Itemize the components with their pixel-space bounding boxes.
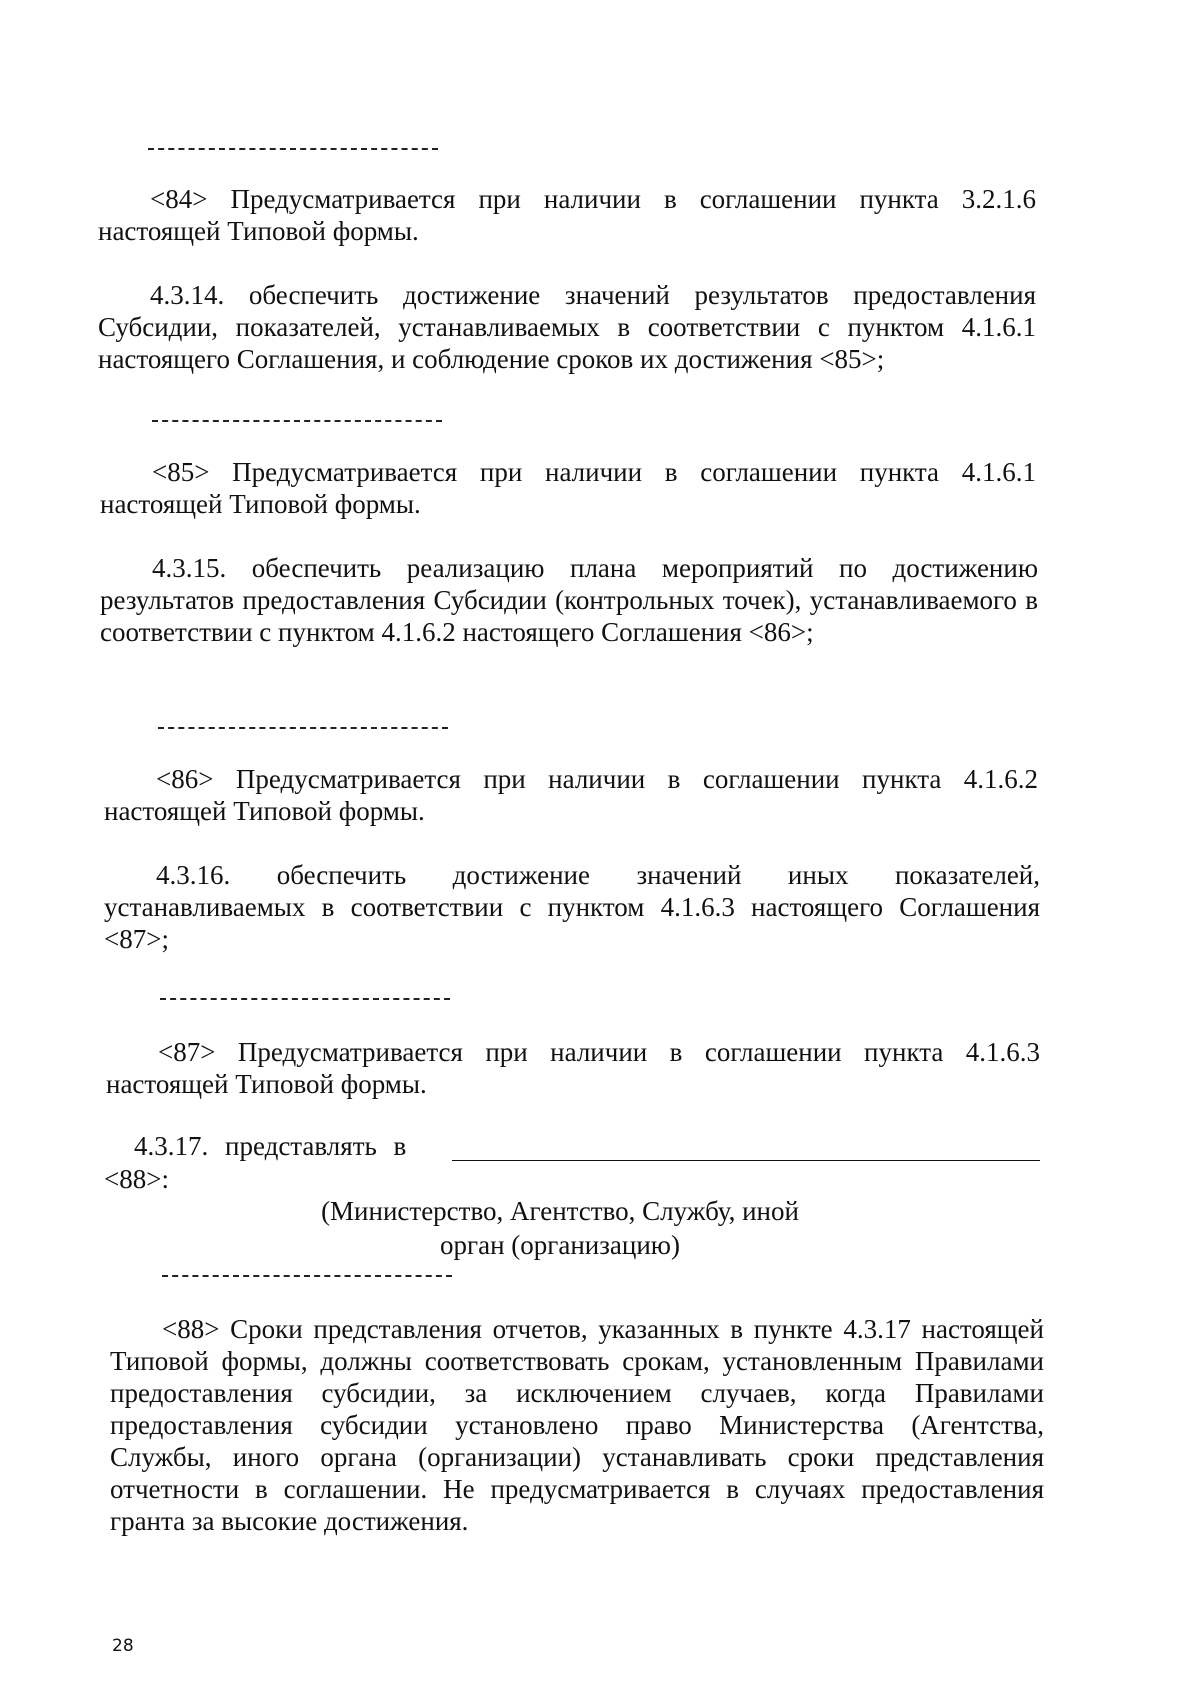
clause-4-3-15: 4.3.15. обеспечить реализацию плана мероприятий по достижению результатов предоставления Субсидии (контрольных точек), устанавливаемого в соответствии с пунктом 4.1.6.2 настоящего Соглашения <86>; <box>100 553 1038 647</box>
footnote-separator <box>162 1275 452 1277</box>
clause-4-3-14: 4.3.14. обеспечить достижение значений результатов предоставления Субсидии, показателей, устанавливаемых в соответствии с пунктом 4.1.6.1 настоящего Соглашения, и соблюдение сроков их достижения <85>; <box>98 280 1036 374</box>
page-number: 28 <box>112 1636 134 1656</box>
footnote-87: <87> Предусматривается при наличии в соглашении пункта 4.1.6.3 настоящей Типовой формы. <box>106 1037 1040 1099</box>
footnote-separator <box>160 998 450 1000</box>
footnote-84: <84> Предусматривается при наличии в соглашении пункта 3.2.1.6 настоящей Типовой формы. <box>98 184 1036 246</box>
footnote-separator <box>158 727 448 729</box>
footnote-separator <box>152 420 442 422</box>
footnote-separator <box>148 148 438 150</box>
footnote-86: <86> Предусматривается при наличии в соглашении пункта 4.1.6.2 настоящей Типовой формы. <box>104 764 1038 826</box>
fill-in-line <box>452 1160 1040 1161</box>
clause-4-3-16: 4.3.16. обеспечить достижение значений иных показателей, устанавливаемых в соответствии с пунктом 4.1.6.3 настоящего Соглашения <87>; <box>104 860 1040 954</box>
fill-in-hint-line-1: (Министерство, Агентство, Службу, иной <box>321 1196 799 1226</box>
footnote-88: <88> Сроки представления отчетов, указанных в пункте 4.3.17 настоящей Типовой формы, должны соответствовать срокам, установленным Правилами предоставления субсидии, за исключением случаев, когда Правилами предоставления субсидии установлено право Министерства (Агентства, Службы, иного органа (организации) устанавливать сроки представления отчетности в соглашении. Не предусматривается в случаях предоставления гранта за высокие достижения. <box>110 1314 1044 1536</box>
fill-in-hint-line-2: орган (организацию) <box>440 1230 680 1260</box>
footnote-85: <85> Предусматривается при наличии в соглашении пункта 4.1.6.1 настоящей Типовой формы. <box>100 457 1036 519</box>
clause-4-3-17-tail: <88>: <box>104 1164 169 1194</box>
clause-4-3-17-lead: 4.3.17. представлять в <box>134 1131 407 1161</box>
fill-in-hint <box>300 1194 820 1262</box>
